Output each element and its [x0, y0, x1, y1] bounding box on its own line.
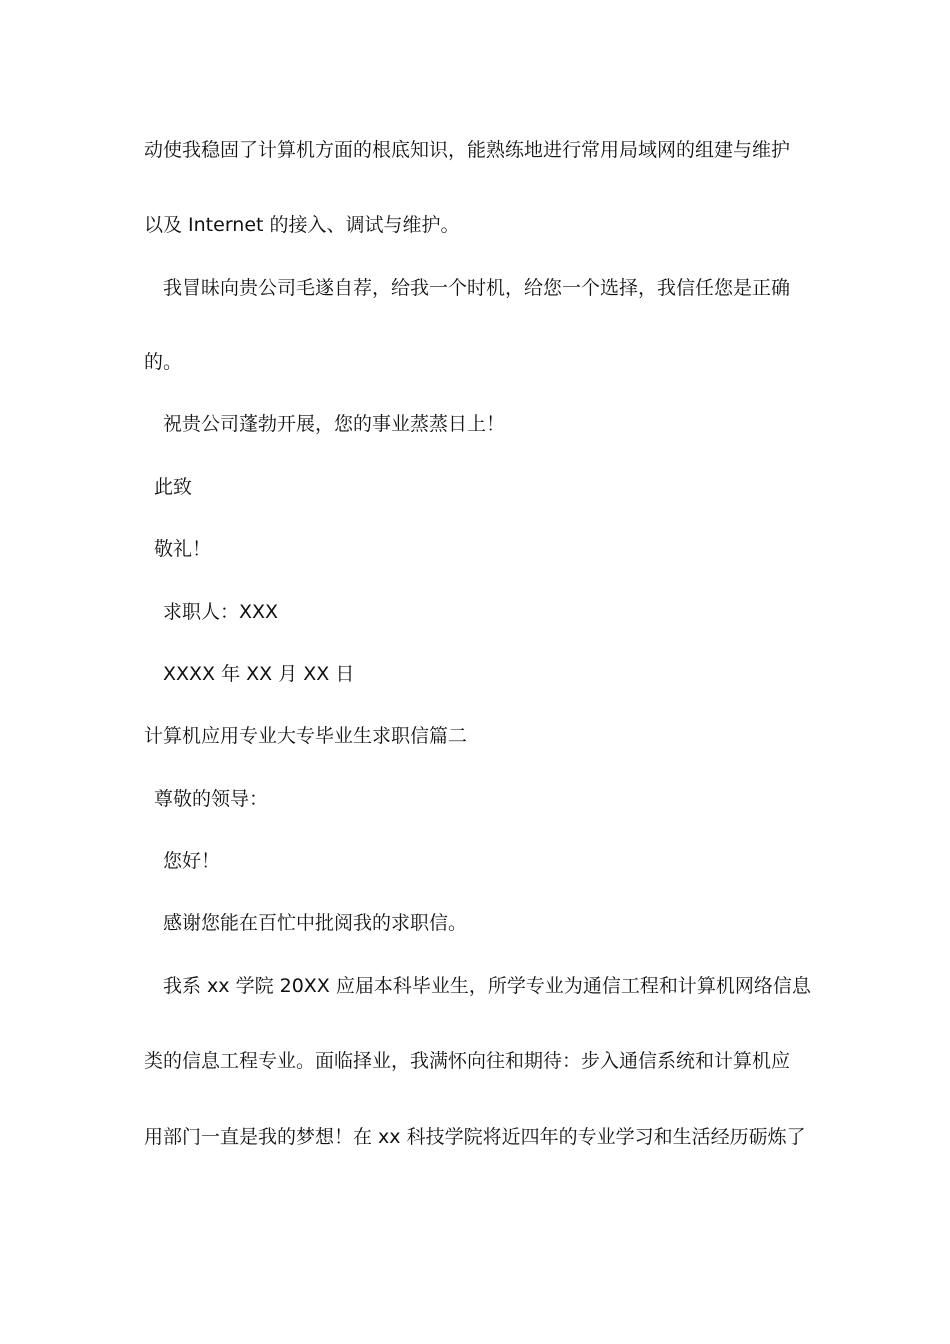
body-text-line: 用部门一直是我的梦想！在 xx 科技学院将近四年的专业学习和生活经历砺炼了: [144, 1126, 806, 1148]
closing-wish: 祝贵公司蓬勃开展，您的事业蒸蒸日上！: [163, 413, 506, 435]
greeting-recipient: 尊敬的领导：: [154, 788, 269, 810]
body-text-line: 以及 Internet 的接入、调试与维护。: [144, 214, 460, 236]
body-text-line: 类的信息工程专业。面临择业，我满怀向往和期待：步入通信系统和计算机应: [144, 1050, 791, 1072]
body-text-line: 的。: [144, 351, 183, 373]
body-text-line: 感谢您能在百忙中批阅我的求职信。: [163, 912, 468, 934]
body-text-line: 动使我稳固了计算机方面的根底知识，能熟练地进行常用局域网的组建与维护: [144, 139, 791, 161]
body-text-line: 我系 xx 学院 20XX 应届本科毕业生，所学专业为通信工程和计算机网络信息: [163, 975, 811, 997]
signature-date: XXXX 年 XX 月 XX 日: [163, 663, 355, 685]
section-heading: 计算机应用专业大专毕业生求职信篇二: [144, 725, 468, 747]
body-text-line: 我冒昧向贵公司毛遂自荐，给我一个时机，给您一个选择，我信任您是正确: [163, 277, 791, 299]
signature-applicant: 求职人：XXX: [163, 601, 279, 623]
greeting-hello: 您好！: [163, 850, 221, 872]
salutation-cizhi: 此致: [154, 476, 193, 498]
salutation-jingli: 敬礼！: [154, 538, 212, 560]
